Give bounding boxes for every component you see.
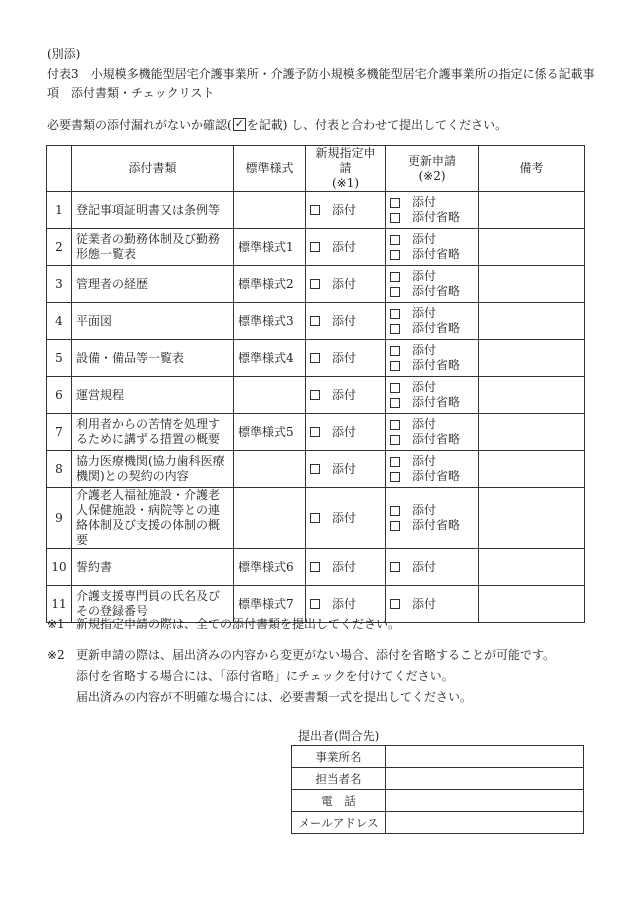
renewal-omit-checkbox[interactable] [390,432,474,447]
checkbox-label: 添付省略 [412,247,461,261]
checkbox-icon[interactable] [390,235,400,245]
note-1-mark: ※1 [47,617,65,631]
remarks-cell [479,414,585,451]
checkbox-icon[interactable] [390,198,400,208]
document-name: 設備・備品等一覧表 [72,340,234,377]
checkbox-label: 添付省略 [412,284,461,298]
checkbox-icon[interactable] [390,562,400,572]
row-number: 3 [47,266,72,303]
checkbox-icon[interactable] [390,599,400,609]
checkbox-icon[interactable] [390,346,400,356]
submitter-row-person [292,768,584,790]
standard-form: 標準様式7 [234,586,306,623]
submitter-field-office-name[interactable] [386,746,584,768]
submitter-field-phone[interactable] [386,790,584,812]
checkbox-label: 添付省略 [412,358,461,372]
checkbox-label: 添付 [412,417,437,431]
renewal-attach-checkbox[interactable] [390,560,474,575]
renewal-application-cell [386,192,479,229]
submitter-label-office-name: 事業所名 [292,746,386,768]
checkbox-icon[interactable] [390,287,400,297]
checkbox-icon[interactable] [310,390,320,400]
table-row [47,303,585,340]
new-application-cell [306,340,386,377]
document-name: 従業者の勤務体制及び勤務形態一覧表 [72,229,234,266]
remarks-cell [479,229,585,266]
renewal-attach-checkbox[interactable] [390,195,474,210]
renewal-attach-checkbox[interactable] [390,503,474,518]
renewal-attach-checkbox[interactable] [390,269,474,284]
remarks-cell [479,377,585,414]
checkbox-icon[interactable] [390,361,400,371]
header-no [47,146,72,192]
checkbox-icon[interactable] [310,316,320,326]
submitter-field-person-in-charge[interactable] [386,768,584,790]
new-application-cell [306,488,386,549]
standard-form: 標準様式6 [234,549,306,586]
standard-form: 標準様式3 [234,303,306,340]
new-attach-checkbox[interactable] [310,597,381,612]
standard-form [234,192,306,229]
renewal-attach-checkbox[interactable] [390,343,474,358]
checkbox-icon[interactable] [310,599,320,609]
checkbox-icon[interactable] [310,353,320,363]
checkbox-icon[interactable] [310,562,320,572]
row-number: 11 [47,586,72,623]
remarks-cell [479,340,585,377]
submitter-row-office [292,746,584,768]
checkbox-label: 添付 [412,596,437,611]
checkbox-icon[interactable] [390,383,400,393]
new-attach-checkbox[interactable] [310,277,381,292]
renewal-omit-checkbox[interactable] [390,210,474,225]
row-number: 1 [47,192,72,229]
renewal-omit-checkbox[interactable] [390,247,474,262]
remarks-cell [479,303,585,340]
new-application-cell [306,451,386,488]
document-title-line1: 付表3 小規模多機能型居宅介護事業所・介護予防小規模多機能型居宅介護事業所の指定に係る記載事 [47,67,595,81]
checkbox-label: 添付省略 [412,395,461,409]
note-2-text-line1: 更新申請の際は、届出済みの内容から変更がない場合、添付を省略することが可能です。 [76,648,556,662]
standard-form: 標準様式4 [234,340,306,377]
standard-form [234,377,306,414]
new-attach-checkbox[interactable] [310,240,381,255]
header-renewal-application-label: 更新申請 [407,153,456,168]
checkbox-label: 添付 [332,239,357,254]
attachment-checklist-table [46,145,585,623]
checkbox-label: 添付 [412,559,437,574]
new-application-cell [306,303,386,340]
new-application-cell [306,377,386,414]
note-2-text-line2: 添付を省略する場合には、「添付省略」にチェックを付けてください。 [76,669,454,683]
row-number: 8 [47,451,72,488]
row-number: 2 [47,229,72,266]
submitter-label-email: メールアドレス [292,812,386,834]
standard-form [234,488,306,549]
checkbox-label: 添付 [412,269,437,283]
document-name: 介護支援専門員の氏名及びその登録番号 [72,586,234,623]
checkbox-label: 添付 [332,387,357,402]
checkbox-icon[interactable] [390,398,400,408]
document-title-line2: 項 添付書類・チェックリスト [47,86,215,100]
checkmark-box-icon [233,118,246,131]
checkbox-icon[interactable] [310,279,320,289]
new-application-cell [306,266,386,303]
checkbox-label: 添付 [412,343,437,357]
table-row [47,340,585,377]
checkbox-label: 添付 [412,195,437,209]
checkbox-icon[interactable] [390,472,400,482]
checkbox-label: 添付 [332,202,357,217]
renewal-application-cell [386,414,479,451]
note-1-text: 新規指定申請の際は、全ての添付書類を提出してください。 [76,617,401,631]
table-header-row [47,146,585,192]
submitter-title: 提出者(問合先) [298,729,380,743]
document-name: 運営規程 [72,377,234,414]
new-attach-checkbox[interactable] [310,314,381,329]
header-renewal-application-note: (※2) [418,168,446,183]
standard-form: 標準様式1 [234,229,306,266]
standard-form [234,451,306,488]
renewal-attach-checkbox[interactable] [390,306,474,321]
checkbox-icon[interactable] [390,435,400,445]
checkbox-icon[interactable] [390,324,400,334]
row-number: 5 [47,340,72,377]
renewal-application-cell [386,303,479,340]
checkbox-icon[interactable] [390,309,400,319]
renewal-attach-checkbox[interactable] [390,380,474,395]
remarks-cell [479,192,585,229]
renewal-application-cell [386,549,479,586]
checkbox-label: 添付 [332,559,357,574]
document-name: 利用者からの苦情を処理するために講ずる措置の概要 [72,414,234,451]
table-row [47,266,585,303]
new-attach-checkbox[interactable] [310,425,381,440]
document-name: 管理者の経歴 [72,266,234,303]
checkbox-icon[interactable] [390,213,400,223]
new-application-cell [306,414,386,451]
header-new-application [306,146,386,192]
renewal-application-cell [386,377,479,414]
renewal-omit-checkbox[interactable] [390,284,474,299]
checkbox-label: 添付 [332,350,357,365]
note-2-mark: ※2 [47,648,65,662]
table-row [47,377,585,414]
remarks-cell [479,266,585,303]
header-renewal-application [386,146,479,192]
checkbox-label: 添付 [412,232,437,246]
checkbox-label: 添付 [412,306,437,320]
renewal-attach-checkbox[interactable] [390,232,474,247]
checkbox-label: 添付 [332,276,357,291]
note-2 [47,645,555,708]
instruction-text-pre: 必要書類の添付漏れがないか確認( [47,118,232,132]
row-number: 9 [47,488,72,549]
remarks-cell [479,549,585,586]
document-name: 協力医療機関(協力歯科医療機関)との契約の内容 [72,451,234,488]
table-row [47,229,585,266]
new-application-cell [306,192,386,229]
new-attach-checkbox[interactable] [310,388,381,403]
renewal-attach-checkbox[interactable] [390,454,474,469]
row-number: 7 [47,414,72,451]
row-number: 6 [47,377,72,414]
submitter-table [291,745,584,834]
document-name: 登記事項証明書又は条例等 [72,192,234,229]
note-2-text-line3: 届出済みの内容が不明確な場合には、必要書類一式を提出してください。 [76,690,473,704]
submitter-field-email[interactable] [386,812,584,834]
checkbox-label: 添付省略 [412,469,461,483]
new-attach-checkbox[interactable] [310,511,381,526]
checkbox-icon[interactable] [310,205,320,215]
new-attach-checkbox[interactable] [310,560,381,575]
checkbox-label: 添付 [332,461,357,476]
renewal-attach-checkbox[interactable] [390,597,474,612]
checkbox-label: 添付 [412,503,437,517]
row-number: 4 [47,303,72,340]
checkbox-label: 添付省略 [412,432,461,446]
standard-form: 標準様式2 [234,266,306,303]
submitter-label-person-in-charge: 担当者名 [292,768,386,790]
renewal-omit-checkbox[interactable] [390,358,474,373]
checkbox-label: 添付 [412,380,437,394]
attachment-note: (別添) [47,47,81,61]
table-row [47,488,585,549]
submitter-label-phone: 電 話 [292,790,386,812]
table-row [47,192,585,229]
checkbox-label: 添付 [332,424,357,439]
header-new-application-label: 新規指定申請 [315,146,376,175]
document-name: 誓約書 [72,549,234,586]
remarks-cell [479,488,585,549]
checkbox-label: 添付省略 [412,210,461,224]
submitter-row-phone [292,790,584,812]
checkbox-icon[interactable] [310,242,320,252]
checkbox-icon[interactable] [390,420,400,430]
checkbox-icon[interactable] [390,457,400,467]
standard-form: 標準様式5 [234,414,306,451]
instruction-text-post: を記載) し、付表と合わせて提出してください。 [246,118,508,132]
remarks-cell [479,451,585,488]
checkbox-label: 添付省略 [412,518,461,532]
table-row [47,549,585,586]
row-number: 10 [47,549,72,586]
renewal-application-cell [386,229,479,266]
checkbox-icon[interactable] [390,250,400,260]
header-standard-form: 標準様式 [234,146,306,192]
checkbox-icon[interactable] [310,464,320,474]
renewal-application-cell [386,340,479,377]
header-remarks: 備考 [479,146,585,192]
renewal-omit-checkbox[interactable] [390,321,474,336]
checkbox-icon[interactable] [390,506,400,516]
new-attach-checkbox[interactable] [310,351,381,366]
new-application-cell [306,549,386,586]
checkbox-label: 添付 [332,313,357,328]
document-name: 介護老人福祉施設・介護老人保健施設・病院等との連絡体制及び支援の体制の概要 [72,488,234,549]
table-row [47,451,585,488]
renewal-omit-checkbox[interactable] [390,469,474,484]
notes [47,614,555,708]
renewal-application-cell [386,266,479,303]
header-new-application-note: (※1) [331,176,360,190]
renewal-omit-checkbox[interactable] [390,518,474,533]
renewal-omit-checkbox[interactable] [390,395,474,410]
note-1 [47,614,555,635]
header-attached-documents: 添付書類 [72,146,234,192]
table-row [47,414,585,451]
checkbox-label: 添付省略 [412,321,461,335]
document-name: 平面図 [72,303,234,340]
instruction [47,118,507,133]
checkbox-label: 添付 [332,510,357,525]
new-application-cell [306,229,386,266]
renewal-application-cell [386,451,479,488]
checkbox-icon[interactable] [310,427,320,437]
checkbox-label: 添付 [332,596,357,611]
checkbox-label: 添付 [412,454,437,468]
renewal-attach-checkbox[interactable] [390,417,474,432]
new-attach-checkbox[interactable] [310,462,381,477]
checkbox-icon[interactable] [390,272,400,282]
checkbox-icon[interactable] [390,521,400,531]
submitter-row-email [292,812,584,834]
renewal-application-cell [386,488,479,549]
checkbox-icon[interactable] [310,513,320,523]
new-attach-checkbox[interactable] [310,203,381,218]
